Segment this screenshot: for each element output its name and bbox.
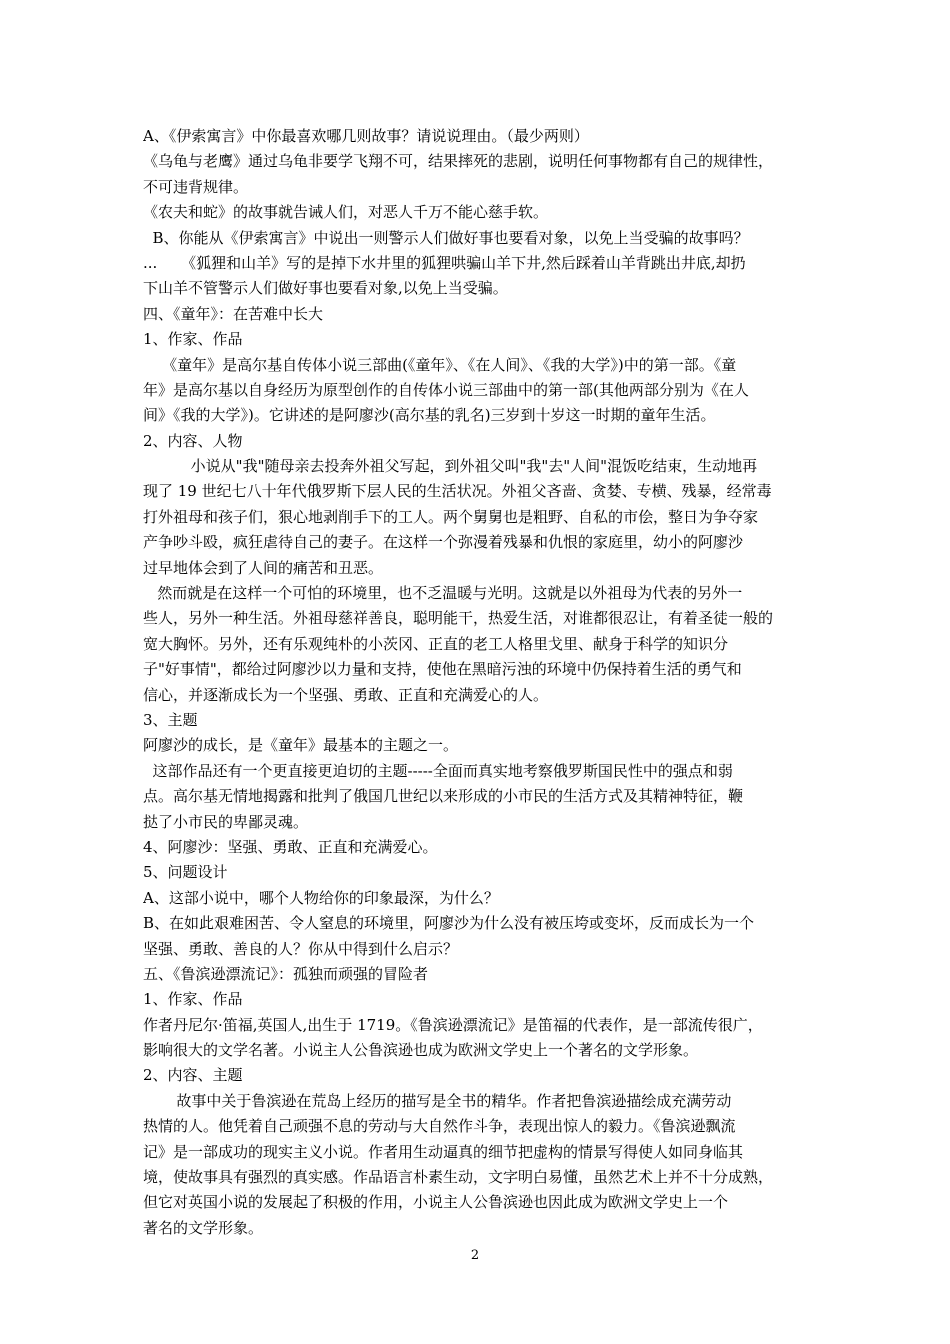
text-line: 1、作家、作品	[143, 990, 243, 1009]
text-line: 记》是一部成功的现实主义小说。作者用生动逼真的细节把虚构的情景写得使人如同身临其	[143, 1142, 744, 1161]
text-line: B、在如此艰难困苦、令人窒息的环境里，阿廖沙为什么没有被压垮或变坏，反而成长为一个	[143, 914, 755, 933]
text-line: ... 《狐狸和山羊》写的是掉下水井里的狐狸哄骗山羊下井,然后踩着山羊背跳出井底,却扔	[143, 253, 746, 272]
text-line: 境，使故事具有强烈的真实感。作品语言朴素生动，文字明白易懂，虽然艺术上并不十分成熟，	[143, 1168, 774, 1187]
text-line: 影响很大的文学名著。小说主人公鲁滨逊也成为欧洲文学史上一个著名的文学形象。	[143, 1041, 699, 1060]
text-line: 热情的人。他凭着自己顽强不息的劳动与大自然作斗争，表现出惊人的毅力。《鲁滨逊飘流	[143, 1117, 736, 1136]
text-line: 子"好事情"，都给过阿廖沙以力量和支持，使他在黑暗污浊的环境中仍保持着生活的勇气和	[143, 660, 742, 679]
text-line: 间》《我的大学》)。它讲述的是阿廖沙(高尔基的乳名)三岁到十岁这一时期的童年生活。	[143, 406, 716, 425]
text-line: 些人，另外一种生活。外祖母慈祥善良，聪明能干，热爱生活，对谁都很忍让，有着圣徒一般的	[143, 609, 774, 628]
text-line: 点。高尔基无情地揭露和批判了俄国几世纪以来形成的小市民的生活方式及其精神特征，鞭	[143, 787, 744, 806]
text-line: 著名的文学形象。	[143, 1218, 264, 1237]
text-line: 不可违背规律。	[143, 177, 249, 196]
text-line: 产争吵斗殴，疯狂虐待自己的妻子。在这样一个弥漫着残暴和仇恨的家庭里，幼小的阿廖沙	[143, 533, 744, 552]
text-line: 四、《童年》：在苦难中长大	[143, 304, 324, 323]
text-line: 现了 19 世纪七八十年代俄罗斯下层人民的生活状况。外祖父吝啬、贪婪、专横、残暴，经常毒	[143, 482, 772, 501]
text-line: 这部作品还有一个更直接更迫切的主题-----全面而真实地考察俄罗斯国民性中的强点和弱	[143, 761, 733, 780]
text-line: 2、内容、主题	[143, 1066, 243, 1085]
text-line: 宽大胸怀。另外，还有乐观纯朴的小茨冈、正直的老工人格里戈里、献身于科学的知识分	[143, 634, 729, 653]
text-line: 《童年》是高尔基自传体小说三部曲(《童年》、《在人间》、《我的大学》)中的第一部。《童	[143, 355, 737, 374]
page-number: 2	[470, 1248, 480, 1263]
text-line: 4、阿廖沙：坚强、勇敢、正直和充满爱心。	[143, 837, 438, 856]
text-line: 2、内容、人物	[143, 431, 243, 450]
text-line: 下山羊不管警示人们做好事也要看对象,以免上当受骗。	[143, 279, 508, 298]
text-line: 小说从"我"随母亲去投奔外祖父写起，到外祖父叫"我"去"人间"混饭吃结束，生动地再	[143, 457, 758, 476]
text-line: A、《伊索寓言》中你最喜欢哪几则故事？请说说理由。（最少两则）	[143, 127, 589, 145]
text-line: 信心，并逐渐成长为一个坚强、勇敢、正直和充满爱心的人。	[143, 685, 549, 704]
text-line: A、这部小说中，哪个人物给你的印象最深，为什么？	[143, 888, 499, 907]
text-line: 挞了小市民的卑鄙灵魂。	[143, 812, 309, 831]
text-line: 五、《鲁滨逊漂流记》：孤独而顽强的冒险者	[143, 964, 429, 983]
text-line: 过早地体会到了人间的痛苦和丑恶。	[143, 558, 384, 577]
document-body	[143, 124, 813, 1241]
text-line: 然而就是在这样一个可怕的环境里，也不乏温暖与光明。这就是以外祖母为代表的另外一	[143, 584, 743, 603]
text-line: 坚强、勇敢、善良的人？你从中得到什么启示？	[143, 939, 459, 958]
text-line: 5、问题设计	[143, 863, 228, 882]
text-line: 《农夫和蛇》的故事就告诫人们，对恶人千万不能心慈手软。	[143, 203, 549, 222]
text-line: 作者丹尼尔·笛福,英国人,出生于 1719。《鲁滨逊漂流记》是笛福的代表作，是一部流传很广，	[143, 1015, 763, 1034]
text-line: 故事中关于鲁滨逊在荒岛上经历的描写是全书的精华。作者把鲁滨逊描绘成充满劳动	[143, 1091, 732, 1110]
text-line: 阿廖沙的成长，是《童年》最基本的主题之一。	[143, 736, 459, 755]
text-line: 3、主题	[143, 710, 198, 729]
text-line: 打外祖母和孩子们，狠心地剥削手下的工人。两个舅舅也是粗野、自私的市侩，整日为争夺家	[143, 507, 759, 526]
text-line: 1、作家、作品	[143, 330, 243, 349]
text-line: 《乌龟与老鹰》通过乌龟非要学飞翔不可，结果摔死的悲剧，说明任何事物都有自己的规律性，	[143, 152, 774, 171]
text-line: B、你能从《伊索寓言》中说出一则警示人们做好事也要看对象，以免上当受骗的故事吗？	[143, 228, 749, 247]
text-line: 但它对英国小说的发展起了积极的作用，小说主人公鲁滨逊也因此成为欧洲文学史上一个	[143, 1193, 729, 1212]
text-line: 年》是高尔基以自身经历为原型创作的自传体小说三部曲中的第一部(其他两部分别为《在人	[143, 380, 749, 399]
